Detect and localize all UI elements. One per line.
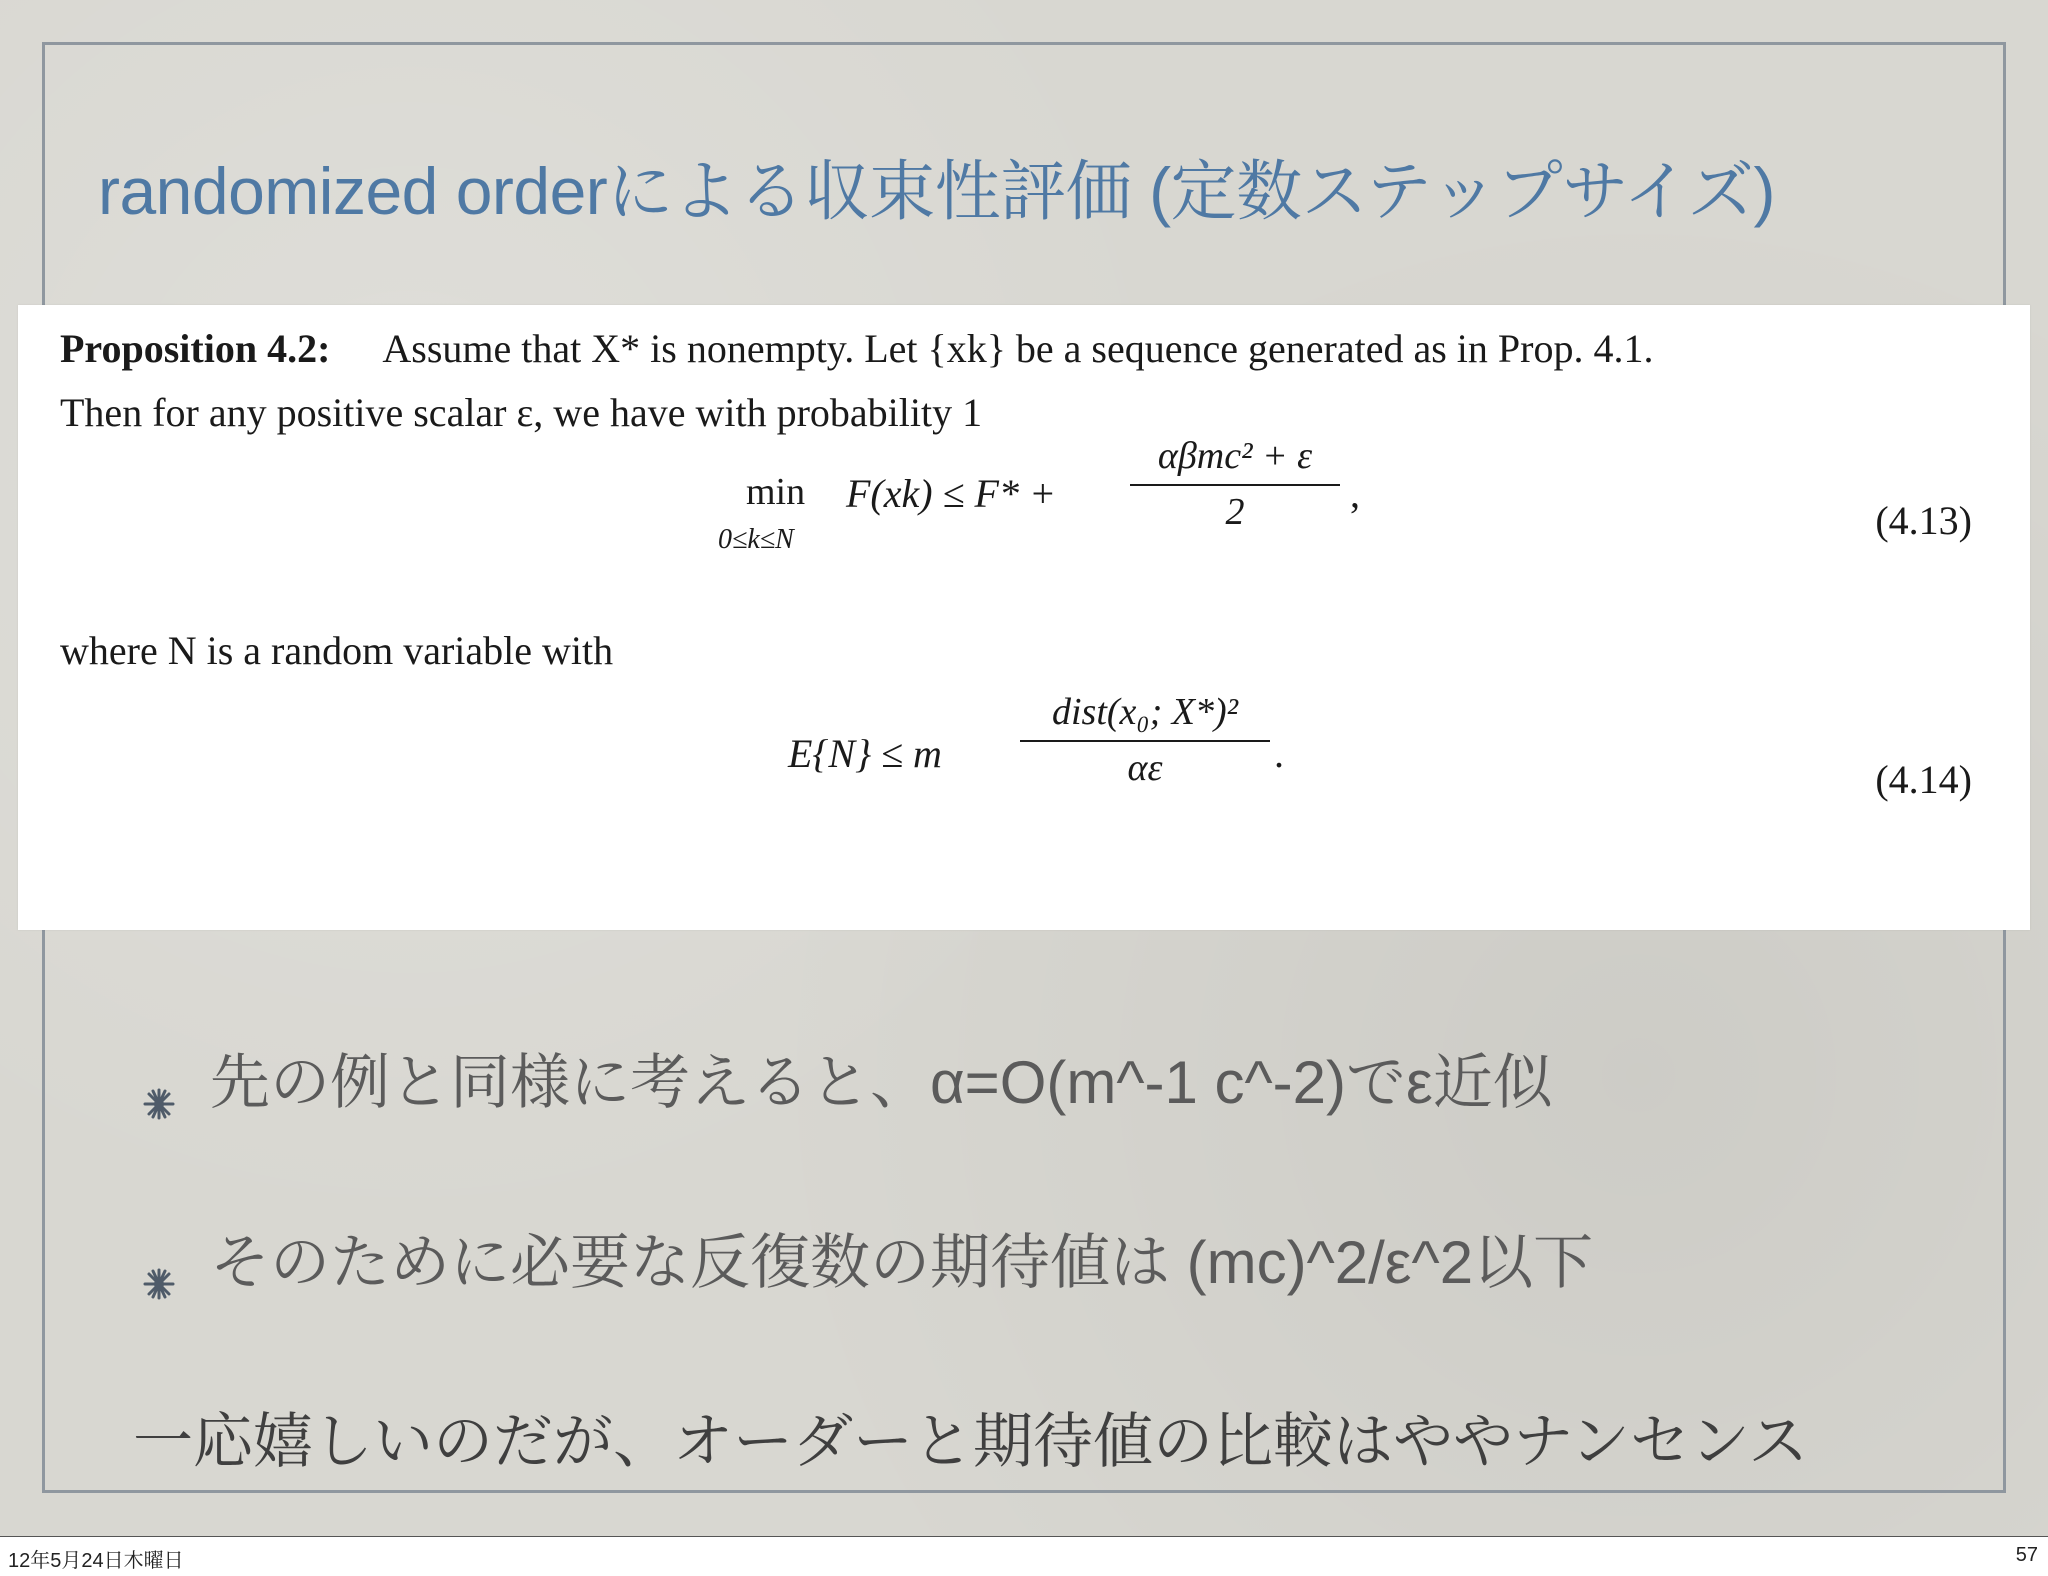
bullet-text-2: そのために必要な反復数の期待値は (mc)^2/ε^2以下 <box>210 1229 1594 1296</box>
asterisk-bullet-icon <box>142 1066 176 1100</box>
equation-number-4-13: (4.13) <box>1875 498 1972 543</box>
equation-4-14-fraction <box>1020 690 1270 790</box>
footer-date: 12年5月24日木曜日 <box>8 1550 184 1572</box>
equation-number-4-14: (4.14) <box>1875 757 1972 802</box>
slide-note: 一応嬉しいのだが、オーダーと期待値の比較はややナンセンス <box>133 1408 1809 1475</box>
asterisk-bullet-icon <box>142 1246 176 1280</box>
equation-4-14-numerator: dist(x₀; X*)² <box>1020 690 1270 742</box>
equation-4-14-lhs: E{N} ≤ m <box>788 731 942 776</box>
equation-4-13-numerator: αβmc² + ε <box>1130 434 1340 486</box>
proposition-line-2: Then for any positive scalar ε, we have with probability 1 <box>60 390 983 435</box>
proposition-text: Assume that X* is nonempty. Let {xk} be a sequence generated as in Prop. 4.1. <box>382 326 1654 371</box>
equation-4-13-fraction <box>1130 434 1340 534</box>
equation-4-13-lhs: F(xk) ≤ F* + <box>846 471 1056 516</box>
proposition-line <box>60 325 1653 372</box>
proposition-label: Proposition 4.2: <box>60 326 331 371</box>
equation-4-14 <box>788 691 1308 840</box>
equation-4-13-comma: , <box>1350 471 1360 516</box>
equation-4-14-period: . <box>1274 731 1284 776</box>
min-subscript: 0≤k≤N <box>718 524 794 555</box>
proposition-excerpt <box>18 305 2030 930</box>
slide-title: randomized orderによる収束性評価 (定数ステップサイズ) <box>98 154 1775 228</box>
bullet-item-1 <box>142 1035 1553 1121</box>
print-footer <box>0 1536 2048 1576</box>
bullet-text-1: 先の例と同様に考えると、α=O(m^-1 c^-2)でε近似 <box>210 1049 1553 1116</box>
equation-4-14-denominator: αε <box>1127 747 1163 789</box>
where-line: where N is a random variable with <box>60 628 614 673</box>
page-number: 57 <box>2015 1544 2038 1566</box>
equation-4-13 <box>718 435 1418 580</box>
equation-4-13-denominator: 2 <box>1225 491 1245 533</box>
min-operator: min <box>746 471 806 513</box>
bullet-item-2 <box>142 1215 1593 1301</box>
